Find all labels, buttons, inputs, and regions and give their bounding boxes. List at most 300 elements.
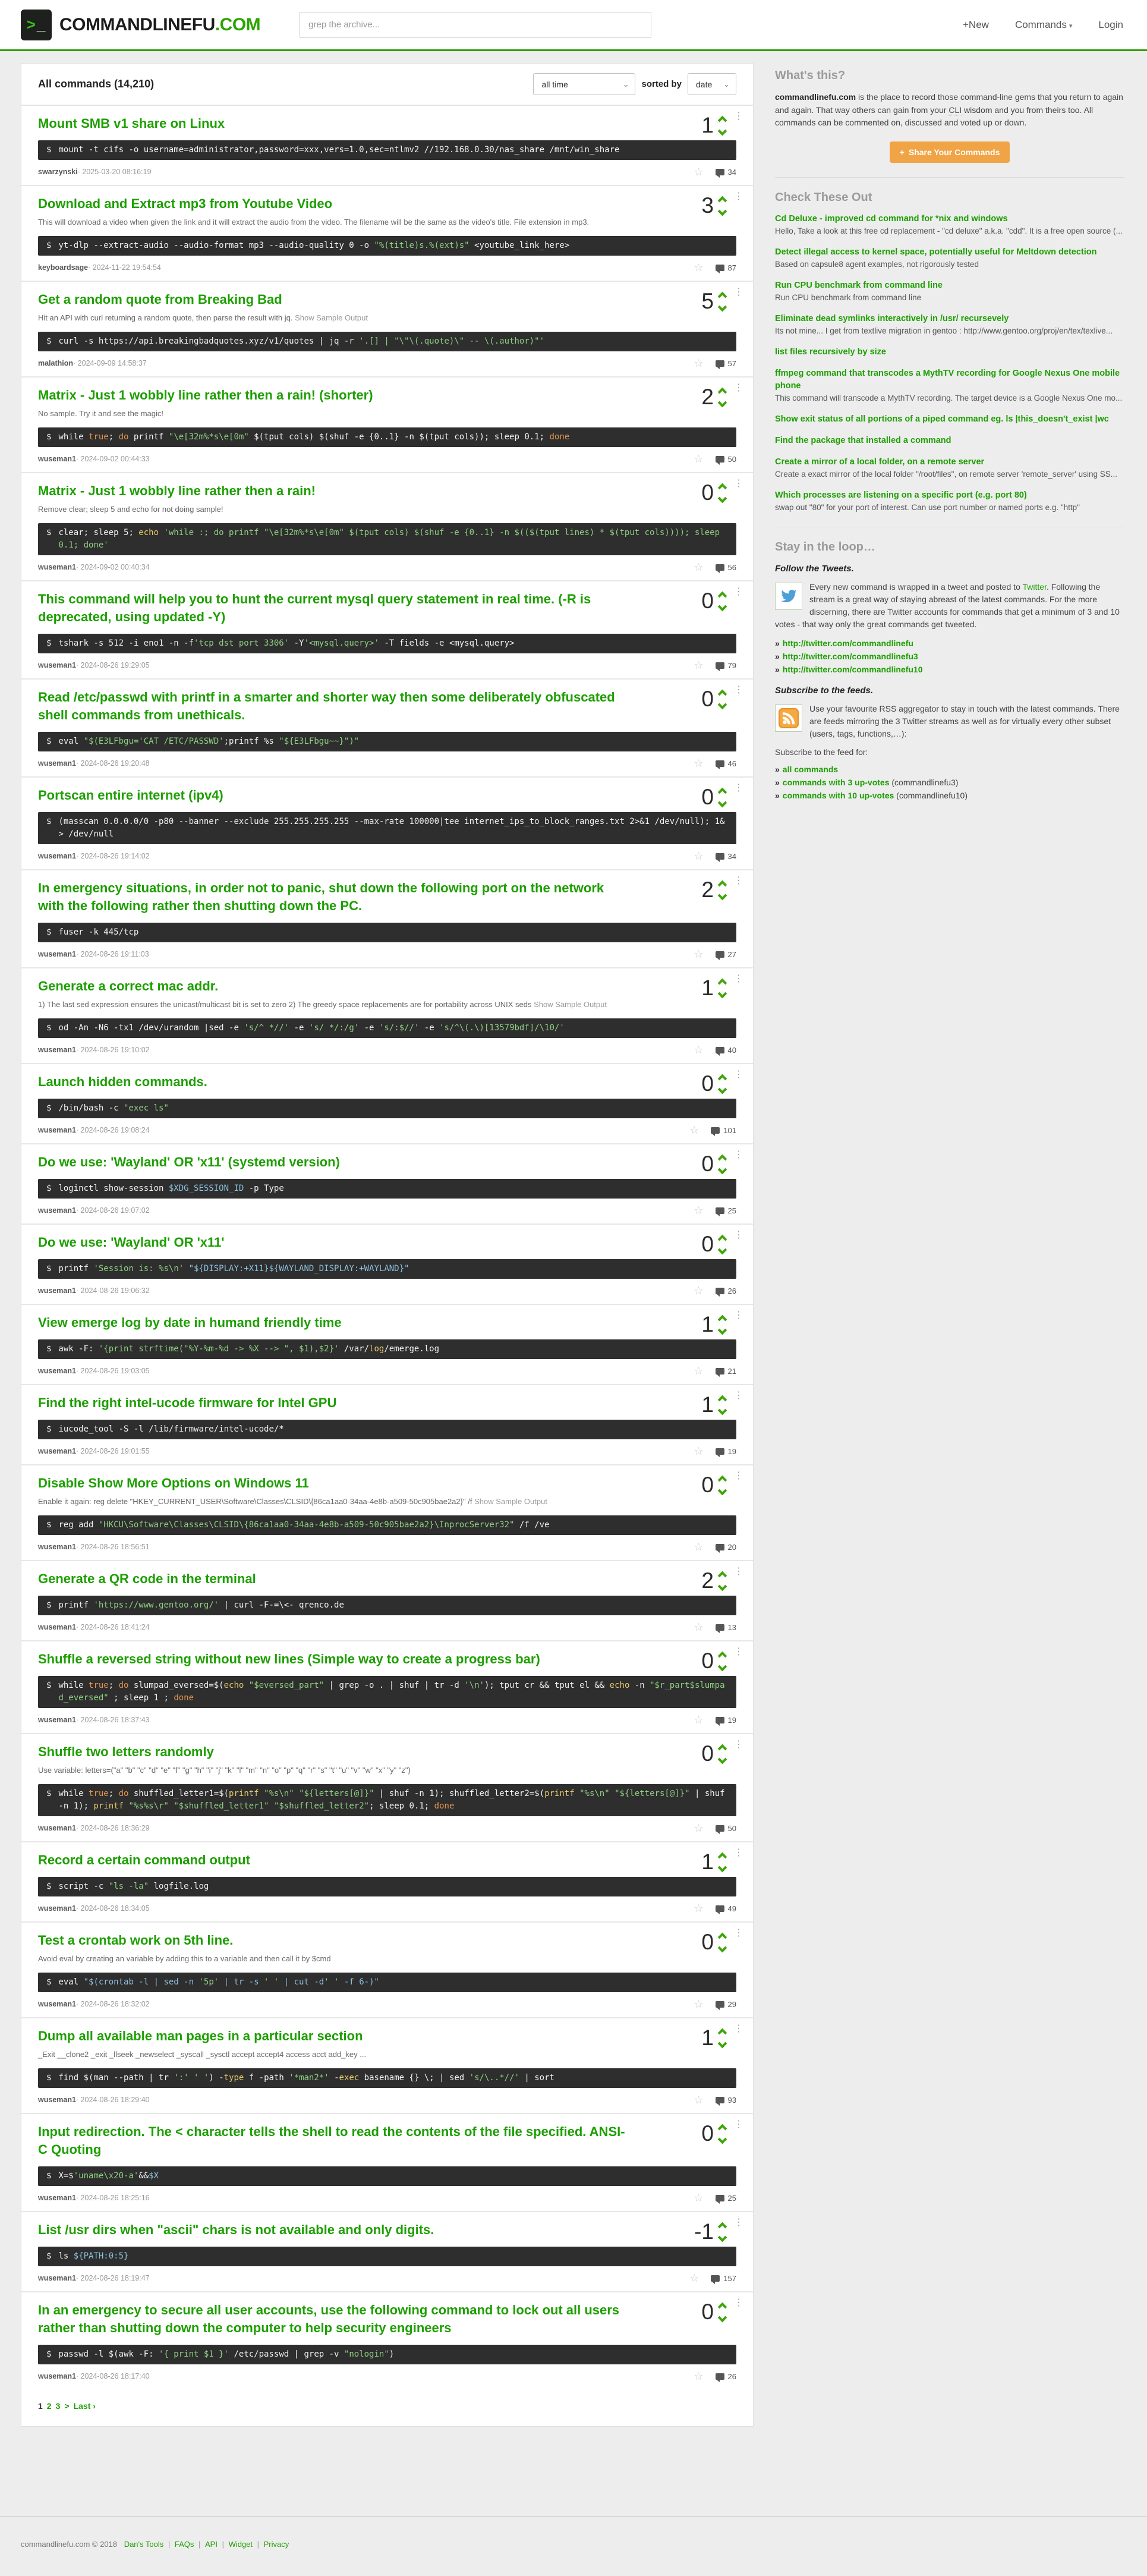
command-title-link[interactable]: Disable Show More Options on Windows 11 bbox=[38, 1476, 309, 1490]
downvote-arrow-icon[interactable] bbox=[718, 206, 727, 216]
footer-link-api[interactable]: API bbox=[204, 2540, 218, 2549]
author-link[interactable]: wuseman1 bbox=[38, 1904, 76, 1913]
upvote-arrow-icon[interactable] bbox=[718, 1932, 727, 1942]
downvote-arrow-icon[interactable] bbox=[718, 493, 727, 503]
check-item-link[interactable]: list files recursively by size bbox=[775, 347, 886, 357]
favorite-star-icon[interactable]: ☆ bbox=[694, 1285, 704, 1297]
check-item-link[interactable]: Show exit status of all portions of a piped command eg. ls |this_doesn't_exist |wc bbox=[775, 414, 1109, 424]
command-title-link[interactable]: Shuffle a reversed string without new lines (Simple way to create a progress bar) bbox=[38, 1652, 540, 1666]
command-date: · 2024-09-02 00:44:33 bbox=[75, 455, 150, 463]
footer-link-privacy[interactable]: Privacy bbox=[263, 2540, 289, 2549]
nav-item-commands[interactable]: Commands ▾ bbox=[1014, 18, 1073, 30]
footer-link-danstools[interactable]: Dan's Tools bbox=[124, 2540, 164, 2549]
twitter-stream-link[interactable]: http://twitter.com/commandlinefu3 bbox=[782, 652, 918, 662]
check-item-desc: This command will transcode a MythTV recording. The target device is a Google Nexus One mo... bbox=[775, 394, 1123, 403]
pagination-link[interactable]: Last › bbox=[73, 2401, 96, 2411]
downvote-arrow-icon[interactable] bbox=[718, 2232, 727, 2242]
nav-item-new[interactable]: +New bbox=[963, 18, 989, 30]
vote-widget bbox=[701, 482, 726, 504]
favorite-star-icon[interactable]: ☆ bbox=[694, 1204, 704, 1216]
downvote-arrow-icon[interactable] bbox=[718, 1662, 727, 1671]
author-link[interactable]: wuseman1 bbox=[38, 1126, 76, 1134]
entry-menu-icon[interactable]: ⋮ bbox=[734, 111, 743, 121]
downvote-arrow-icon[interactable] bbox=[718, 1581, 727, 1591]
entry-menu-icon[interactable]: ⋮ bbox=[734, 1070, 743, 1080]
entry-menu-icon[interactable]: ⋮ bbox=[734, 587, 743, 597]
nav-item-login[interactable]: Login bbox=[1098, 18, 1123, 30]
entry-menu-icon[interactable]: ⋮ bbox=[734, 1471, 743, 1481]
comment-count[interactable]: 13 bbox=[727, 1622, 736, 1632]
favorite-star-icon[interactable]: ☆ bbox=[694, 1714, 704, 1726]
twitter-stream-link[interactable]: http://twitter.com/commandlinefu bbox=[782, 639, 913, 649]
share-commands-button[interactable]: + Share Your Commands bbox=[890, 141, 1010, 163]
command-code-block bbox=[38, 732, 736, 751]
command-meta bbox=[38, 1366, 736, 1376]
author-link[interactable]: malathion bbox=[38, 359, 74, 367]
entry-menu-icon[interactable]: ⋮ bbox=[734, 1230, 743, 1240]
entry-menu-icon[interactable]: ⋮ bbox=[734, 876, 743, 886]
comment-bubble-icon[interactable] bbox=[716, 2195, 724, 2201]
command-entry bbox=[21, 1560, 753, 1640]
rss-feed-link[interactable]: all commands bbox=[782, 765, 839, 775]
check-these-out-item bbox=[775, 279, 1124, 304]
upvote-arrow-icon[interactable] bbox=[718, 1074, 727, 1083]
command-title-link[interactable]: In an emergency to secure all user accounts, use the following command to lock out all users rather than shutting down the computer to help security engineers bbox=[38, 2303, 620, 2335]
command-title-link[interactable]: List /usr dirs when "ascii" chars is not available and only digits. bbox=[38, 2222, 434, 2237]
vote-count: 1 bbox=[701, 1850, 714, 1874]
command-title-link[interactable]: Get a random quote from Breaking Bad bbox=[38, 292, 282, 307]
command-title-link[interactable]: View emerge log by date in humand friendly time bbox=[38, 1315, 342, 1330]
downvote-arrow-icon[interactable] bbox=[718, 1943, 727, 1952]
comment-bubble-icon[interactable] bbox=[716, 360, 724, 367]
upvote-arrow-icon[interactable] bbox=[718, 591, 727, 600]
entry-menu-icon[interactable]: ⋮ bbox=[734, 479, 743, 489]
comment-count[interactable]: 29 bbox=[727, 1999, 736, 2009]
comment-bubble-icon[interactable] bbox=[716, 1905, 724, 1912]
comment-count[interactable]: 19 bbox=[727, 1446, 736, 1456]
author-link[interactable]: wuseman1 bbox=[38, 2372, 76, 2380]
command-description: Use variable: letters=("a" "b" "c" "d" "e" "f" "g" "h" "i" "j" "k" "l" "m" "n" "o" "p" "q" "r" "s" "t" "u" "v" "w" "x" "y" "z") bbox=[38, 1766, 411, 1775]
author-link[interactable]: wuseman1 bbox=[38, 1287, 76, 1295]
vote-count: 2 bbox=[701, 1568, 714, 1593]
upvote-arrow-icon[interactable] bbox=[718, 115, 727, 125]
entry-menu-icon[interactable]: ⋮ bbox=[734, 1567, 743, 1577]
comment-bubble-icon[interactable] bbox=[716, 1624, 724, 1631]
comment-bubble-icon[interactable] bbox=[716, 662, 724, 669]
show-sample-output-link[interactable]: Show Sample Output bbox=[534, 1000, 607, 1009]
favorite-star-icon[interactable]: ☆ bbox=[694, 1445, 704, 1457]
favorite-star-icon[interactable]: ☆ bbox=[694, 166, 704, 178]
vote-widget bbox=[701, 1569, 726, 1592]
prompt-symbol: $ bbox=[46, 1882, 52, 1891]
command-title-link[interactable]: Launch hidden commands. bbox=[38, 1074, 207, 1089]
author-link[interactable]: wuseman1 bbox=[38, 2194, 76, 2202]
comment-count[interactable]: 40 bbox=[727, 1045, 736, 1055]
downvote-arrow-icon[interactable] bbox=[718, 2039, 727, 2048]
author-link[interactable]: wuseman1 bbox=[38, 661, 76, 669]
upvote-arrow-icon[interactable] bbox=[718, 196, 727, 205]
command-code: /bin/bash -c "exec ls" bbox=[58, 1103, 169, 1113]
comment-bubble-icon[interactable] bbox=[711, 2275, 720, 2282]
check-these-out-item bbox=[775, 213, 1124, 237]
comment-bubble-icon[interactable] bbox=[716, 2001, 724, 2008]
comment-count[interactable]: 57 bbox=[727, 358, 736, 368]
command-title-link[interactable]: Generate a QR code in the terminal bbox=[38, 1571, 256, 1586]
command-meta bbox=[38, 1285, 736, 1296]
favorite-star-icon[interactable]: ☆ bbox=[694, 659, 704, 671]
whats-this-heading: What's this? bbox=[775, 69, 846, 82]
entry-menu-icon[interactable]: ⋮ bbox=[734, 2119, 743, 2130]
upvote-arrow-icon[interactable] bbox=[718, 1234, 727, 1244]
command-code: find $(man --path | tr ':' ' ') -type f -path '*man2*' -exec basename {} \; | sed 's/\..*//' | sort bbox=[58, 2073, 554, 2083]
author-link[interactable]: wuseman1 bbox=[38, 852, 76, 860]
author-link[interactable]: wuseman1 bbox=[38, 1206, 76, 1215]
comment-count[interactable]: 49 bbox=[727, 1904, 736, 1913]
vote-count: 1 bbox=[701, 113, 714, 137]
entry-menu-icon[interactable]: ⋮ bbox=[734, 1647, 743, 1657]
comment-bubble-icon[interactable] bbox=[716, 1368, 724, 1375]
comment-count[interactable]: 87 bbox=[727, 263, 736, 272]
downvote-arrow-icon[interactable] bbox=[718, 1084, 727, 1094]
entry-menu-icon[interactable]: ⋮ bbox=[734, 383, 743, 393]
upvote-arrow-icon[interactable] bbox=[718, 1571, 727, 1580]
upvote-arrow-icon[interactable] bbox=[718, 1651, 727, 1660]
feed-extra-label: (commandlinefu3) bbox=[889, 778, 959, 788]
footer-link-faqs[interactable]: FAQs bbox=[174, 2540, 194, 2549]
pagination-link[interactable]: > bbox=[64, 2401, 70, 2411]
author-link[interactable]: wuseman1 bbox=[38, 455, 76, 463]
author-link[interactable]: wuseman1 bbox=[38, 2096, 76, 2104]
comment-bubble-icon[interactable] bbox=[716, 1544, 724, 1550]
entry-menu-icon[interactable]: ⋮ bbox=[734, 1928, 743, 1938]
site-logo[interactable] bbox=[21, 10, 260, 40]
comment-bubble-icon[interactable] bbox=[716, 564, 724, 571]
favorite-star-icon[interactable]: ☆ bbox=[694, 2094, 704, 2106]
downvote-arrow-icon[interactable] bbox=[718, 798, 727, 807]
downvote-arrow-icon[interactable] bbox=[718, 1245, 727, 1254]
rss-blurb bbox=[775, 703, 1124, 740]
list-toolbar bbox=[21, 64, 753, 106]
vote-widget bbox=[701, 290, 726, 313]
favorite-star-icon[interactable]: ☆ bbox=[694, 1902, 704, 1914]
command-meta bbox=[38, 1446, 736, 1457]
comment-count[interactable]: 21 bbox=[727, 1366, 736, 1376]
favorite-star-icon[interactable]: ☆ bbox=[694, 1822, 704, 1834]
footer-separator: | bbox=[219, 2540, 226, 2549]
author-link[interactable]: wuseman1 bbox=[38, 1543, 76, 1551]
command-description: Remove clear; sleep 5 and echo for not doing sample! bbox=[38, 505, 223, 514]
command-title-link[interactable]: Shuffle two letters randomly bbox=[38, 1744, 214, 1759]
command-title-link[interactable]: Record a certain command output bbox=[38, 1852, 250, 1867]
upvote-arrow-icon[interactable] bbox=[718, 1154, 727, 1163]
check-item-link[interactable]: Which processes are listening on a specific port (e.g. port 80) bbox=[775, 490, 1027, 501]
author-link[interactable]: wuseman1 bbox=[38, 1447, 76, 1455]
stay-in-loop-heading: Stay in the loop… bbox=[775, 540, 875, 554]
feed-links-list bbox=[775, 763, 1124, 802]
favorite-star-icon[interactable]: ☆ bbox=[689, 1124, 699, 1136]
command-title-link[interactable]: This command will help you to hunt the current mysql query statement in real time. (-R is deprecated, using updated -Y) bbox=[38, 592, 591, 624]
command-title-link[interactable]: Read /etc/passwd with printf in a smarter and shorter way then some deliberately obfuscated shell commands from unethicals. bbox=[38, 690, 615, 722]
author-link[interactable]: wuseman1 bbox=[38, 1716, 76, 1724]
favorite-star-icon[interactable]: ☆ bbox=[694, 948, 704, 960]
entry-menu-icon[interactable]: ⋮ bbox=[734, 287, 743, 297]
comment-count[interactable]: 93 bbox=[727, 2095, 736, 2105]
raquo-bullet: » bbox=[775, 791, 780, 801]
comment-bubble-icon[interactable] bbox=[716, 169, 724, 175]
downvote-arrow-icon[interactable] bbox=[718, 1863, 727, 1872]
comment-bubble-icon[interactable] bbox=[716, 265, 724, 271]
command-title-link[interactable]: Do we use: 'Wayland' OR 'x11' bbox=[38, 1235, 225, 1250]
author-link[interactable]: wuseman1 bbox=[38, 2274, 76, 2282]
pagination-link[interactable]: 2 bbox=[46, 2401, 52, 2411]
plus-icon: + bbox=[899, 147, 905, 158]
comment-count[interactable]: 101 bbox=[723, 1125, 736, 1135]
check-item-link[interactable]: ffmpeg command that transcodes a MythTV recording for Google Nexus One mobile phone bbox=[775, 369, 1120, 391]
vote-count: 0 bbox=[701, 1741, 714, 1766]
command-title-link[interactable]: Generate a correct mac addr. bbox=[38, 979, 219, 993]
comment-count[interactable]: 34 bbox=[727, 167, 736, 177]
vote-count: 0 bbox=[701, 1071, 714, 1096]
show-sample-output-link[interactable]: Show Sample Output bbox=[474, 1497, 547, 1506]
check-item-link[interactable]: Find the package that installed a command bbox=[775, 436, 951, 446]
copyright-text: commandlinefu.com © 2018 bbox=[21, 2540, 118, 2549]
upvote-arrow-icon[interactable] bbox=[718, 787, 727, 797]
command-title-link[interactable]: Test a crontab work on 5th line. bbox=[38, 1933, 234, 1948]
comment-count[interactable]: 79 bbox=[727, 660, 736, 670]
favorite-star-icon[interactable]: ☆ bbox=[694, 1365, 704, 1377]
command-title-link[interactable]: In emergency situations, in order not to panic, shut down the following port on the network with the following rather then shutting down the PC. bbox=[38, 880, 604, 913]
rss-icon bbox=[775, 704, 802, 732]
command-entry bbox=[21, 1733, 753, 1841]
downvote-arrow-icon[interactable] bbox=[718, 891, 727, 900]
prompt-symbol: $ bbox=[46, 336, 52, 346]
check-item-link[interactable]: Cd Deluxe - improved cd command for *nix and windows bbox=[775, 214, 1008, 224]
favorite-star-icon[interactable]: ☆ bbox=[694, 2192, 704, 2204]
command-title-link[interactable]: Dump all available man pages in a particular section bbox=[38, 2028, 363, 2043]
command-code-block bbox=[38, 812, 736, 844]
vote-widget bbox=[701, 1474, 726, 1496]
entry-menu-icon[interactable]: ⋮ bbox=[734, 974, 743, 984]
entry-menu-icon[interactable]: ⋮ bbox=[734, 2024, 743, 2034]
command-date: · 2024-08-26 19:29:05 bbox=[75, 661, 150, 669]
entry-menu-icon[interactable]: ⋮ bbox=[734, 191, 743, 202]
favorite-star-icon[interactable]: ☆ bbox=[689, 2272, 699, 2284]
time-filter-select[interactable] bbox=[533, 73, 635, 95]
sort-filter-select[interactable] bbox=[688, 73, 736, 95]
command-title-link[interactable]: Download and Extract mp3 from Youtube Video bbox=[38, 196, 333, 211]
author-link[interactable]: wuseman1 bbox=[38, 2000, 76, 2008]
upvote-arrow-icon[interactable] bbox=[718, 880, 727, 889]
entry-menu-icon[interactable]: ⋮ bbox=[734, 1150, 743, 1160]
comment-count[interactable]: 20 bbox=[727, 1542, 736, 1552]
entry-menu-icon[interactable]: ⋮ bbox=[734, 1740, 743, 1750]
favorite-star-icon[interactable]: ☆ bbox=[694, 757, 704, 769]
command-entry bbox=[21, 2211, 753, 2291]
chevron-down-icon: ▾ bbox=[1069, 22, 1073, 30]
entry-menu-icon[interactable]: ⋮ bbox=[734, 1391, 743, 1401]
check-item-link[interactable]: Eliminate dead symlinks interactively in /usr/ recursevely bbox=[775, 314, 1009, 324]
favorite-star-icon[interactable]: ☆ bbox=[694, 561, 704, 573]
prompt-symbol: $ bbox=[46, 145, 52, 155]
comment-count[interactable]: 157 bbox=[723, 2273, 736, 2283]
rss-feed-link[interactable]: commands with 3 up-votes bbox=[782, 778, 890, 788]
author-link[interactable]: keyboardsage bbox=[38, 263, 89, 272]
comment-bubble-icon[interactable] bbox=[716, 1207, 724, 1214]
upvote-arrow-icon[interactable] bbox=[718, 1852, 727, 1861]
comment-count[interactable]: 50 bbox=[727, 454, 736, 464]
command-title-link[interactable]: Input redirection. The < character tells the shell to read the contents of the file specified. ANSI-C Quoting bbox=[38, 2124, 625, 2157]
entry-menu-icon[interactable]: ⋮ bbox=[734, 2298, 743, 2308]
upvote-arrow-icon[interactable] bbox=[718, 2124, 727, 2133]
entry-menu-icon[interactable]: ⋮ bbox=[734, 2218, 743, 2228]
favorite-star-icon[interactable]: ☆ bbox=[694, 262, 704, 273]
check-these-out-item bbox=[775, 489, 1124, 514]
downvote-arrow-icon[interactable] bbox=[718, 302, 727, 312]
command-title-link[interactable]: Matrix - Just 1 wobbly line rather then a rain! bbox=[38, 483, 316, 498]
prompt-symbol: $ bbox=[46, 1184, 52, 1193]
search-input[interactable] bbox=[300, 12, 651, 38]
command-title-link[interactable]: Matrix - Just 1 wobbly line rather then a rain! (shorter) bbox=[38, 388, 373, 402]
command-meta bbox=[38, 2094, 736, 2105]
author-link[interactable]: swarzynski bbox=[38, 168, 78, 176]
author-link[interactable]: wuseman1 bbox=[38, 1824, 76, 1832]
entry-menu-icon[interactable]: ⋮ bbox=[734, 685, 743, 695]
pagination-link[interactable]: 3 bbox=[55, 2401, 61, 2411]
downvote-arrow-icon[interactable] bbox=[718, 1486, 727, 1495]
downvote-arrow-icon[interactable] bbox=[718, 1754, 727, 1764]
comment-count[interactable]: 34 bbox=[727, 851, 736, 861]
entry-menu-icon[interactable]: ⋮ bbox=[734, 1848, 743, 1858]
comment-count[interactable]: 26 bbox=[727, 2371, 736, 2381]
command-code-block bbox=[38, 1099, 736, 1118]
favorite-star-icon[interactable]: ☆ bbox=[694, 2370, 704, 2382]
command-title-link[interactable]: Do we use: 'Wayland' OR 'x11' (systemd version) bbox=[38, 1155, 340, 1169]
footer-separator: | bbox=[166, 2540, 172, 2549]
author-link[interactable]: wuseman1 bbox=[38, 563, 76, 571]
comment-count[interactable]: 27 bbox=[727, 949, 736, 959]
comment-bubble-icon[interactable] bbox=[716, 2097, 724, 2103]
command-code-block bbox=[38, 1676, 736, 1708]
twitter-link[interactable]: Twitter bbox=[1022, 582, 1047, 592]
upvote-arrow-icon[interactable] bbox=[718, 483, 727, 492]
vote-count: 0 bbox=[701, 1473, 714, 1497]
prompt-symbol: $ bbox=[46, 1600, 52, 1610]
command-title-link[interactable]: Mount SMB v1 share on Linux bbox=[38, 116, 225, 131]
command-code-block bbox=[38, 523, 736, 555]
comment-bubble-icon[interactable] bbox=[716, 1448, 724, 1455]
upvote-arrow-icon[interactable] bbox=[718, 978, 727, 987]
command-meta bbox=[38, 1903, 736, 1914]
upvote-arrow-icon[interactable] bbox=[718, 1395, 727, 1404]
favorite-star-icon[interactable]: ☆ bbox=[694, 453, 704, 465]
twitter-stream-link[interactable]: http://twitter.com/commandlinefu10 bbox=[782, 665, 923, 675]
command-title-link[interactable]: Find the right intel-ucode firmware for Intel GPU bbox=[38, 1395, 337, 1410]
command-code: loginctl show-session $XDG_SESSION_ID -p Type bbox=[58, 1184, 284, 1193]
downvote-arrow-icon[interactable] bbox=[718, 1325, 727, 1335]
downvote-arrow-icon[interactable] bbox=[718, 126, 727, 136]
upvote-arrow-icon[interactable] bbox=[718, 2028, 727, 2037]
comment-count[interactable]: 56 bbox=[727, 562, 736, 572]
upvote-arrow-icon[interactable] bbox=[718, 689, 727, 699]
favorite-star-icon[interactable]: ☆ bbox=[694, 1998, 704, 2010]
check-item-link[interactable]: Run CPU benchmark from command line bbox=[775, 281, 943, 291]
downvote-arrow-icon[interactable] bbox=[718, 2313, 727, 2322]
check-item-link[interactable]: Create a mirror of a local folder, on a remote server bbox=[775, 457, 985, 467]
author-link[interactable]: wuseman1 bbox=[38, 1623, 76, 1631]
comment-bubble-icon[interactable] bbox=[716, 2373, 724, 2380]
comment-bubble-icon[interactable] bbox=[716, 1047, 724, 1053]
check-item-link[interactable]: Detect illegal access to kernel space, potentially useful for Meltdown detection bbox=[775, 247, 1097, 257]
entry-menu-icon[interactable]: ⋮ bbox=[734, 783, 743, 793]
favorite-star-icon[interactable]: ☆ bbox=[694, 357, 704, 369]
vote-count: 1 bbox=[701, 976, 714, 1000]
comment-count[interactable]: 25 bbox=[727, 1206, 736, 1215]
author-link[interactable]: wuseman1 bbox=[38, 1367, 76, 1375]
comment-count[interactable]: 46 bbox=[727, 759, 736, 768]
comment-bubble-icon[interactable] bbox=[716, 1288, 724, 1294]
author-link[interactable]: wuseman1 bbox=[38, 1046, 76, 1054]
prompt-symbol: $ bbox=[46, 737, 52, 746]
page-title: All commands (14,210) bbox=[38, 78, 155, 90]
comment-count[interactable]: 25 bbox=[727, 2193, 736, 2203]
downvote-arrow-icon[interactable] bbox=[718, 1165, 727, 1174]
downvote-arrow-icon[interactable] bbox=[718, 700, 727, 709]
downvote-arrow-icon[interactable] bbox=[718, 398, 727, 407]
upvote-arrow-icon[interactable] bbox=[718, 1475, 727, 1484]
upvote-arrow-icon[interactable] bbox=[718, 2302, 727, 2311]
command-meta bbox=[38, 851, 736, 861]
upvote-arrow-icon[interactable] bbox=[718, 1744, 727, 1753]
rss-feed-link[interactable]: commands with 10 up-votes bbox=[782, 791, 894, 801]
comment-bubble-icon[interactable] bbox=[716, 1717, 724, 1723]
comment-bubble-icon[interactable] bbox=[716, 853, 724, 860]
command-code-block bbox=[38, 1179, 736, 1199]
downvote-arrow-icon[interactable] bbox=[718, 602, 727, 611]
upvote-arrow-icon[interactable] bbox=[718, 2222, 727, 2231]
downvote-arrow-icon[interactable] bbox=[718, 989, 727, 998]
favorite-star-icon[interactable]: ☆ bbox=[694, 1541, 704, 1553]
favorite-star-icon[interactable]: ☆ bbox=[694, 850, 704, 862]
comment-count[interactable]: 26 bbox=[727, 1286, 736, 1295]
comment-count[interactable]: 19 bbox=[727, 1715, 736, 1725]
favorite-star-icon[interactable]: ☆ bbox=[694, 1621, 704, 1633]
comment-bubble-icon[interactable] bbox=[716, 951, 724, 958]
comment-count[interactable]: 50 bbox=[727, 1823, 736, 1833]
comment-bubble-icon[interactable] bbox=[716, 1825, 724, 1832]
downvote-arrow-icon[interactable] bbox=[718, 2134, 727, 2144]
entry-menu-icon[interactable]: ⋮ bbox=[734, 1310, 743, 1320]
show-sample-output-link[interactable]: Show Sample Output bbox=[295, 313, 368, 322]
pagination-current-page: 1 bbox=[38, 2401, 43, 2411]
favorite-star-icon[interactable]: ☆ bbox=[694, 1044, 704, 1056]
command-title-link[interactable]: Portscan entire internet (ipv4) bbox=[38, 788, 223, 803]
upvote-arrow-icon[interactable] bbox=[718, 387, 727, 397]
vote-widget bbox=[701, 590, 726, 612]
comment-bubble-icon[interactable] bbox=[716, 760, 724, 767]
comment-bubble-icon[interactable] bbox=[716, 456, 724, 463]
upvote-arrow-icon[interactable] bbox=[718, 291, 727, 301]
vote-widget bbox=[701, 2122, 726, 2145]
command-date: · 2024-08-26 19:14:02 bbox=[75, 852, 150, 860]
rss-blurb-text: Use your favourite RSS aggregator to stay in touch with the latest commands. There are feeds mirroring the 3 Twitter streams as well as for virtually every other subset (users, tags, functions,…): bbox=[809, 704, 1120, 739]
comment-bubble-icon[interactable] bbox=[711, 1127, 720, 1134]
downvote-arrow-icon[interactable] bbox=[718, 1405, 727, 1415]
author-link[interactable]: wuseman1 bbox=[38, 759, 76, 768]
footer-link-widget[interactable]: Widget bbox=[228, 2540, 253, 2549]
upvote-arrow-icon[interactable] bbox=[718, 1314, 727, 1324]
author-link[interactable]: wuseman1 bbox=[38, 950, 76, 958]
command-code: ls ${PATH:0:5} bbox=[58, 2251, 129, 2261]
